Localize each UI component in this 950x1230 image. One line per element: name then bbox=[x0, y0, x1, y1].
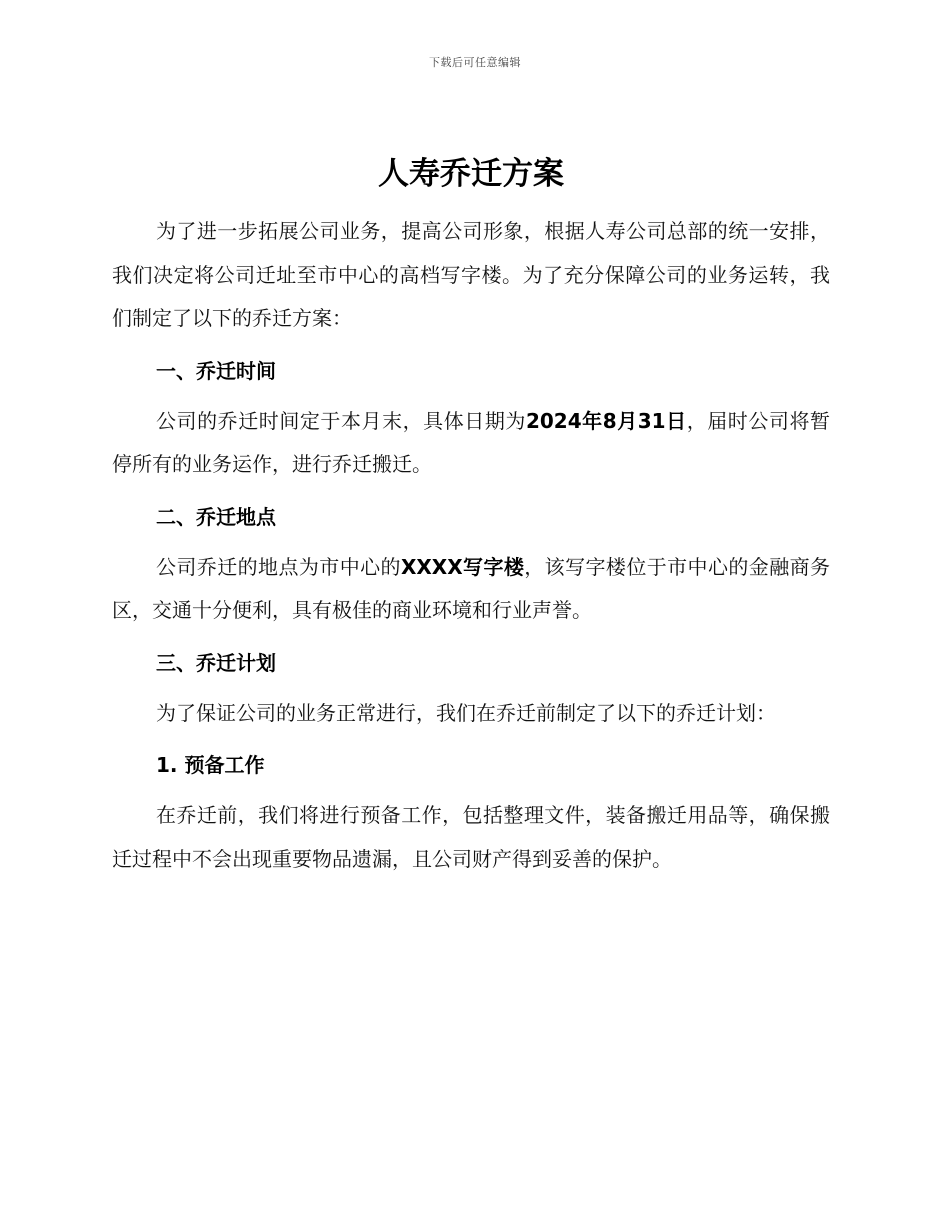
section-paragraph-location bbox=[112, 546, 830, 633]
location-text-after: ，该写字楼位于市中心的金融商务区，交通十分便利，具有极佳的商业环境和行业声誉。 bbox=[112, 554, 831, 622]
document-title: 人寿乔迁方案 bbox=[378, 156, 564, 192]
section-heading-time: 一、乔迁时间 bbox=[156, 358, 276, 383]
time-text-after: ，届时公司将暂停所有的业务运作，进行乔迁搬迁。 bbox=[112, 408, 831, 476]
section-paragraph-plan: 为了保证公司的业务正常进行，我们在乔迁前制定了以下的乔迁计划： bbox=[156, 700, 776, 725]
building-name: XXXX写字楼 bbox=[400, 554, 525, 579]
intro-paragraph: 为了进一步拓展公司业务，提高公司形象，根据人寿公司总部的统一安排，我们决定将公司迁址至市中心的高档写字楼。为了充分保障公司的业务运转，我们制定了以下的乔迁方案： bbox=[112, 219, 830, 330]
section-heading-preparation: 1. 预备工作 bbox=[156, 753, 265, 777]
move-date: 2024年8月31日 bbox=[525, 408, 687, 433]
section-heading-location: 二、乔迁地点 bbox=[156, 504, 276, 529]
time-text-before: 公司的乔迁时间定于本月末，具体日期为 bbox=[156, 408, 526, 433]
section-paragraph-time bbox=[112, 400, 830, 487]
section-heading-plan: 三、乔迁计划 bbox=[156, 650, 276, 675]
location-text-before: 公司乔迁的地点为市中心的 bbox=[156, 554, 401, 579]
document-body bbox=[112, 146, 830, 881]
section-paragraph-preparation: 在乔迁前，我们将进行预备工作，包括整理文件，装备搬迁用品等，确保搬迁过程中不会出现重要物品遗漏，且公司财产得到妥善的保护。 bbox=[112, 803, 830, 871]
header-note: 下载后可任意编辑 bbox=[429, 56, 521, 69]
